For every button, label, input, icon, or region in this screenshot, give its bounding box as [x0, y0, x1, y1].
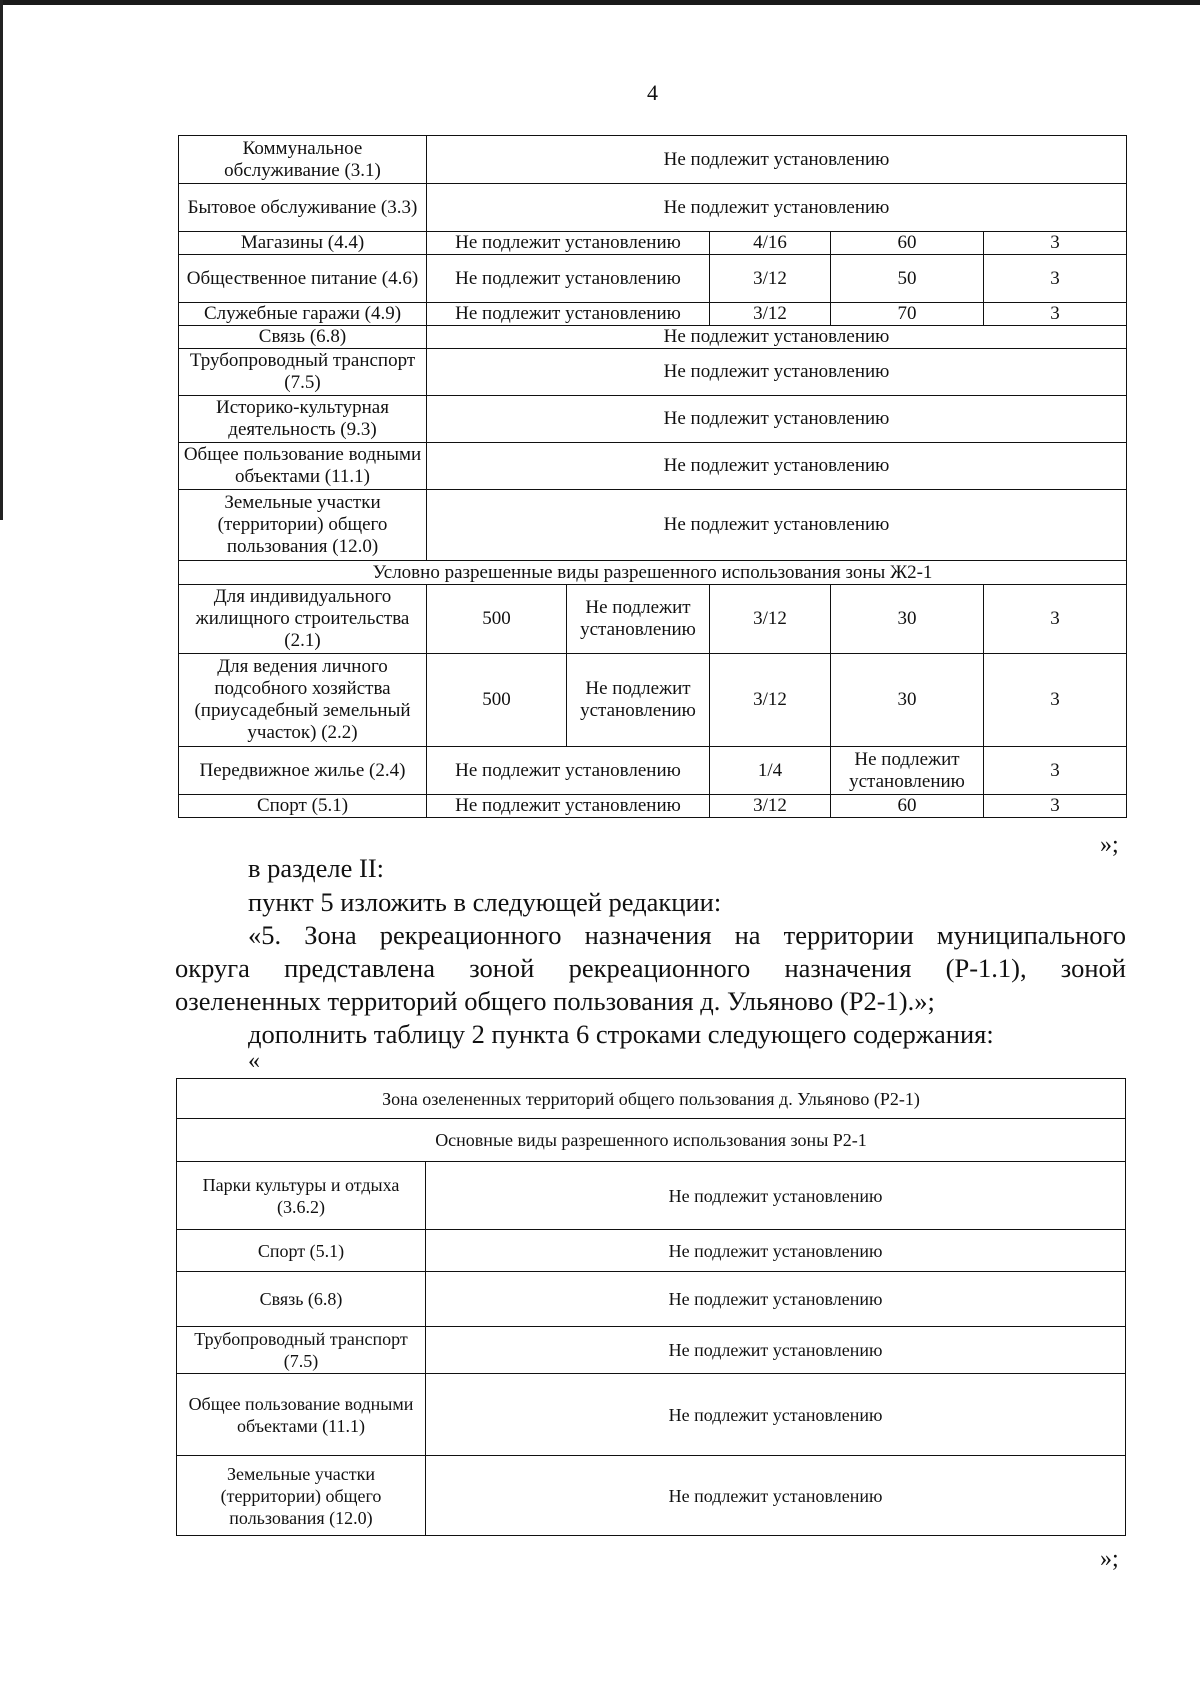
- floors-cell: 3/12: [710, 654, 831, 747]
- min-area-cell: 500: [427, 585, 567, 654]
- coverage-cell: 30: [831, 654, 984, 747]
- table-subtitle-row: [177, 1119, 1126, 1162]
- table-subtitle-cell: Основные виды разрешенного использования зоны Р2-1: [177, 1119, 1126, 1162]
- use-name-cell: Связь (6.8): [179, 326, 427, 349]
- setback-cell: 3: [984, 747, 1127, 795]
- setback-cell: 3: [984, 303, 1127, 326]
- merged-value-cell: Не подлежит установлению: [427, 184, 1127, 232]
- zone-paragraph-line-3: озелененных территорий общего пользования д. Ульяново (Р2-1).»;: [175, 986, 935, 1016]
- table-row: [179, 443, 1127, 490]
- coverage-cell: 60: [831, 232, 984, 255]
- table-row: [179, 585, 1127, 654]
- floors-cell: 1/4: [710, 747, 831, 795]
- closing-quote: »;: [1100, 832, 1119, 858]
- floors-cell: 3/12: [710, 255, 831, 303]
- zone-paragraph-line-2: округа представлена зоной рекреационного назначения (Р-1.1), зоной: [175, 953, 1126, 983]
- table-section-header-row: [179, 561, 1127, 585]
- use-name-cell: Передвижное жилье (2.4): [179, 747, 427, 795]
- coverage-cell: 30: [831, 585, 984, 654]
- value-cell: Не подлежит установлению: [426, 1230, 1126, 1272]
- table-row: [179, 349, 1127, 396]
- scan-left-edge: [0, 0, 3, 520]
- plot-size-cell: Не подлежит установлению: [427, 795, 710, 818]
- use-name-cell: Общее пользование водными объектами (11.1): [177, 1374, 426, 1456]
- value-cell: Не подлежит установлению: [426, 1272, 1126, 1327]
- merged-value-cell: Не подлежит установлению: [427, 443, 1127, 490]
- value-cell: Не подлежит установлению: [426, 1162, 1126, 1230]
- zone-r2-1-table: [176, 1078, 1126, 1536]
- table-row: [177, 1272, 1126, 1327]
- coverage-cell: 50: [831, 255, 984, 303]
- use-name-cell: Для индивидуального жилищного строительства (2.1): [179, 585, 427, 654]
- table-row: [179, 795, 1127, 818]
- table-row: [179, 232, 1127, 255]
- setback-cell: 3: [984, 585, 1127, 654]
- plot-size-cell: Не подлежит установлению: [427, 747, 710, 795]
- setback-cell: 3: [984, 232, 1127, 255]
- closing-quote: »;: [1100, 1546, 1119, 1572]
- use-name-cell: Связь (6.8): [177, 1272, 426, 1327]
- floors-cell: 3/12: [710, 585, 831, 654]
- zone-zh2-1-table: [178, 135, 1127, 818]
- table-row: [177, 1374, 1126, 1456]
- opening-quote: «: [248, 1048, 260, 1074]
- item-5-line: пункт 5 изложить в следующей редакции:: [248, 887, 722, 917]
- merged-value-cell: Не подлежит установлению: [427, 396, 1127, 443]
- use-name-cell: Общественное питание (4.6): [179, 255, 427, 303]
- table-row: [179, 136, 1127, 184]
- use-name-cell: Служебные гаражи (4.9): [179, 303, 427, 326]
- table-row: [179, 490, 1127, 561]
- value-cell: Не подлежит установлению: [426, 1374, 1126, 1456]
- table-row: [179, 184, 1127, 232]
- coverage-cell: 70: [831, 303, 984, 326]
- section-ii-line: в разделе II:: [248, 853, 385, 883]
- value-cell: Не подлежит установлению: [426, 1456, 1126, 1536]
- plot-size-cell: Не подлежит установлению: [427, 303, 710, 326]
- page-number: 4: [647, 80, 658, 105]
- use-name-cell: Парки культуры и отдыха (3.6.2): [177, 1162, 426, 1230]
- table-row: [179, 396, 1127, 443]
- zone-paragraph-line-1: «5. Зона рекреационного назначения на территории муниципального: [248, 920, 1126, 950]
- setback-cell: 3: [984, 255, 1127, 303]
- table-row: [179, 303, 1127, 326]
- table-row: [179, 255, 1127, 303]
- max-area-cell: Не подлежит установлению: [567, 654, 710, 747]
- table-row: [179, 747, 1127, 795]
- use-name-cell: Земельные участки (территории) общего пользования (12.0): [177, 1456, 426, 1536]
- table-title-cell: Зона озелененных территорий общего пользования д. Ульяново (Р2-1): [177, 1079, 1126, 1119]
- coverage-cell: 60: [831, 795, 984, 818]
- floors-cell: 3/12: [710, 303, 831, 326]
- use-name-cell: Спорт (5.1): [177, 1230, 426, 1272]
- use-name-cell: Бытовое обслуживание (3.3): [179, 184, 427, 232]
- setback-cell: 3: [984, 654, 1127, 747]
- plot-size-cell: Не подлежит установлению: [427, 232, 710, 255]
- merged-value-cell: Не подлежит установлению: [427, 349, 1127, 396]
- merged-value-cell: Не подлежит установлению: [427, 326, 1127, 349]
- merged-value-cell: Не подлежит установлению: [427, 136, 1127, 184]
- merged-value-cell: Не подлежит установлению: [427, 490, 1127, 561]
- table-row: [179, 326, 1127, 349]
- use-name-cell: Трубопроводный транспорт (7.5): [177, 1327, 426, 1374]
- table-row: [177, 1456, 1126, 1536]
- table-row: [177, 1327, 1126, 1374]
- use-name-cell: Спорт (5.1): [179, 795, 427, 818]
- use-name-cell: Трубопроводный транспорт (7.5): [179, 349, 427, 396]
- table-row: [177, 1230, 1126, 1272]
- min-area-cell: 500: [427, 654, 567, 747]
- plot-size-cell: Не подлежит установлению: [427, 255, 710, 303]
- section-header-cell: Условно разрешенные виды разрешенного использования зоны Ж2-1: [179, 561, 1127, 585]
- scan-top-edge: [0, 0, 1200, 5]
- table-title-row: [177, 1079, 1126, 1119]
- use-name-cell: Коммунальное обслуживание (3.1): [179, 136, 427, 184]
- use-name-cell: Историко-культурная деятельность (9.3): [179, 396, 427, 443]
- use-name-cell: Для ведения личного подсобного хозяйства (приусадебный земельный участок) (2.2): [179, 654, 427, 747]
- setback-cell: 3: [984, 795, 1127, 818]
- supplement-line: дополнить таблицу 2 пункта 6 строками следующего содержания:: [248, 1019, 994, 1049]
- use-name-cell: Общее пользование водными объектами (11.1): [179, 443, 427, 490]
- max-area-cell: Не подлежит установлению: [567, 585, 710, 654]
- floors-cell: 3/12: [710, 795, 831, 818]
- use-name-cell: Магазины (4.4): [179, 232, 427, 255]
- coverage-cell: Не подлежит установлению: [831, 747, 984, 795]
- table-row: [177, 1162, 1126, 1230]
- floors-cell: 4/16: [710, 232, 831, 255]
- use-name-cell: Земельные участки (территории) общего пользования (12.0): [179, 490, 427, 561]
- table-row: [179, 654, 1127, 747]
- value-cell: Не подлежит установлению: [426, 1327, 1126, 1374]
